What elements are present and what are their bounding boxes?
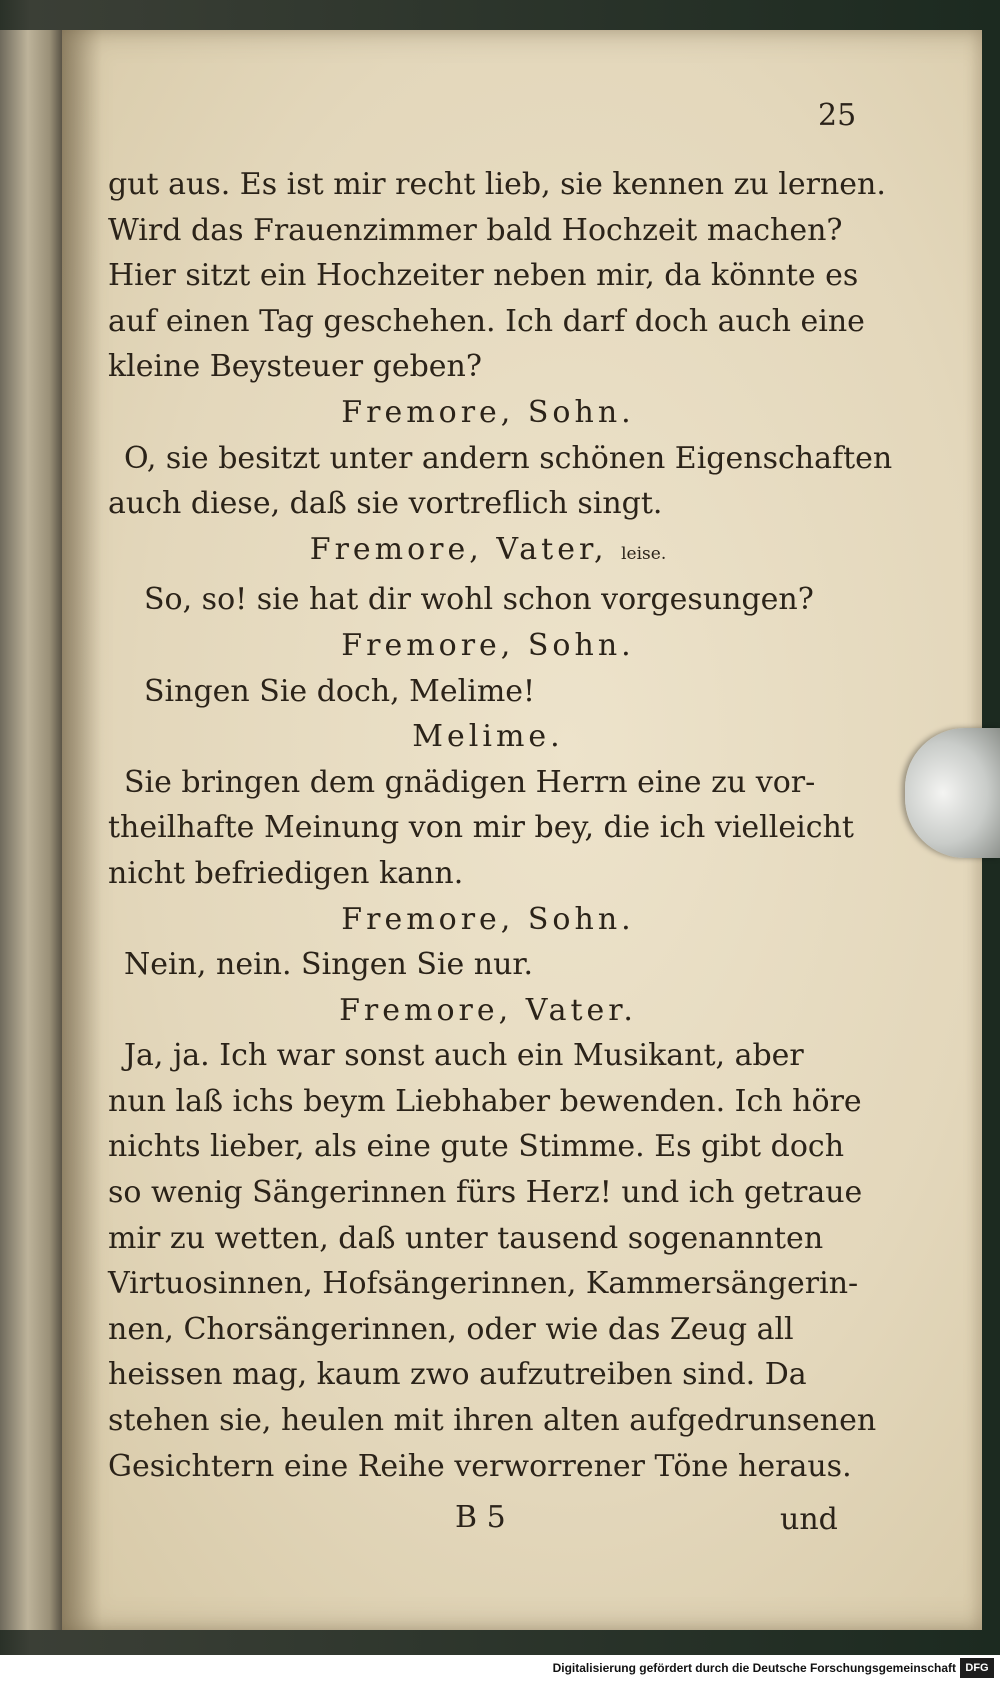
gutter-shadow (62, 30, 102, 1630)
speaker-heading (108, 897, 868, 943)
speaker-heading (108, 623, 868, 669)
funding-credit: Digitalisierung gefördert durch die Deutsche Forschungsgemeinschaft (552, 1661, 956, 1675)
catchword: und (780, 1502, 838, 1537)
text-line: Hier sitzt ein Hochzeiter neben mir, da könnte es (108, 258, 859, 294)
text-line: so wenig Sängerinnen fürs Herz! und ich getraue (108, 1175, 863, 1211)
text-line: auch diese, daß sie vortreflich singt. (108, 486, 663, 522)
text-line: mir zu wetten, daß unter tausend sogenannten (108, 1220, 824, 1256)
text-line: theilhafte Meinung von mir bey, die ich vielleicht (108, 810, 854, 846)
text-line: gut aus. Es ist mir recht lieb, sie kennen zu lernen. (108, 167, 886, 202)
speaker-name: Fremore, Sohn. (341, 627, 635, 663)
text-line: nichts lieber, als eine gute Stimme. Es gibt doch (108, 1129, 845, 1165)
signature-mark: B 5 (455, 1500, 506, 1535)
dfg-logo: DFG (960, 1658, 994, 1678)
speaker-heading (108, 390, 868, 436)
text-line: nicht befriedigen kann. (108, 855, 464, 891)
text-line: So, so! sie hat dir wohl schon vorgesungen? (144, 582, 814, 618)
stage-direction: leise. (621, 543, 667, 564)
text-line: heissen mag, kaum zwo aufzutreiben sind. Da (108, 1357, 807, 1393)
speaker-heading (108, 714, 868, 760)
text-line: nun laß ichs beym Liebhaber bewenden. Ich höre (108, 1083, 862, 1119)
text-line: Virtuosinnen, Hofsängerinnen, Kammersängerin- (108, 1266, 859, 1302)
text-line: Singen Sie doch, Melime! (144, 673, 536, 709)
text-line: Nein, nein. Singen Sie nur. (124, 947, 533, 983)
speaker-heading (108, 988, 868, 1034)
page-number: 25 (818, 98, 857, 133)
speaker-name: Melime. (412, 719, 564, 755)
text-line: Ja, ja. Ich war sonst auch ein Musikant, aber (124, 1038, 804, 1074)
speaker-name: Fremore, Sohn. (341, 901, 635, 937)
text-line: kleine Beysteuer geben? (108, 349, 482, 385)
text-line: nen, Chorsängerinnen, oder wie das Zeug all (108, 1311, 794, 1347)
text-line: Sie bringen dem gnädigen Herrn eine zu vor- (124, 764, 816, 800)
text-line: stehen sie, heulen mit ihren alten aufgedrunsenen (108, 1403, 877, 1439)
page-text (108, 162, 893, 1489)
speaker-name: Fremore, Sohn. (341, 394, 635, 430)
speaker-heading (108, 527, 868, 578)
speaker-name: Fremore, Vater. (339, 992, 637, 1028)
text-line: Gesichtern eine Reihe verworrener Töne heraus. (108, 1448, 852, 1484)
speaker-name: Fremore, Vater, (309, 531, 608, 567)
text-line: O, sie besitzt unter andern schönen Eigenschaften (124, 440, 893, 476)
left-page-edge (0, 30, 62, 1630)
text-line: Wird das Frauenzimmer bald Hochzeit machen? (108, 212, 843, 248)
text-line: auf einen Tag geschehen. Ich darf doch auch eine (108, 303, 865, 339)
